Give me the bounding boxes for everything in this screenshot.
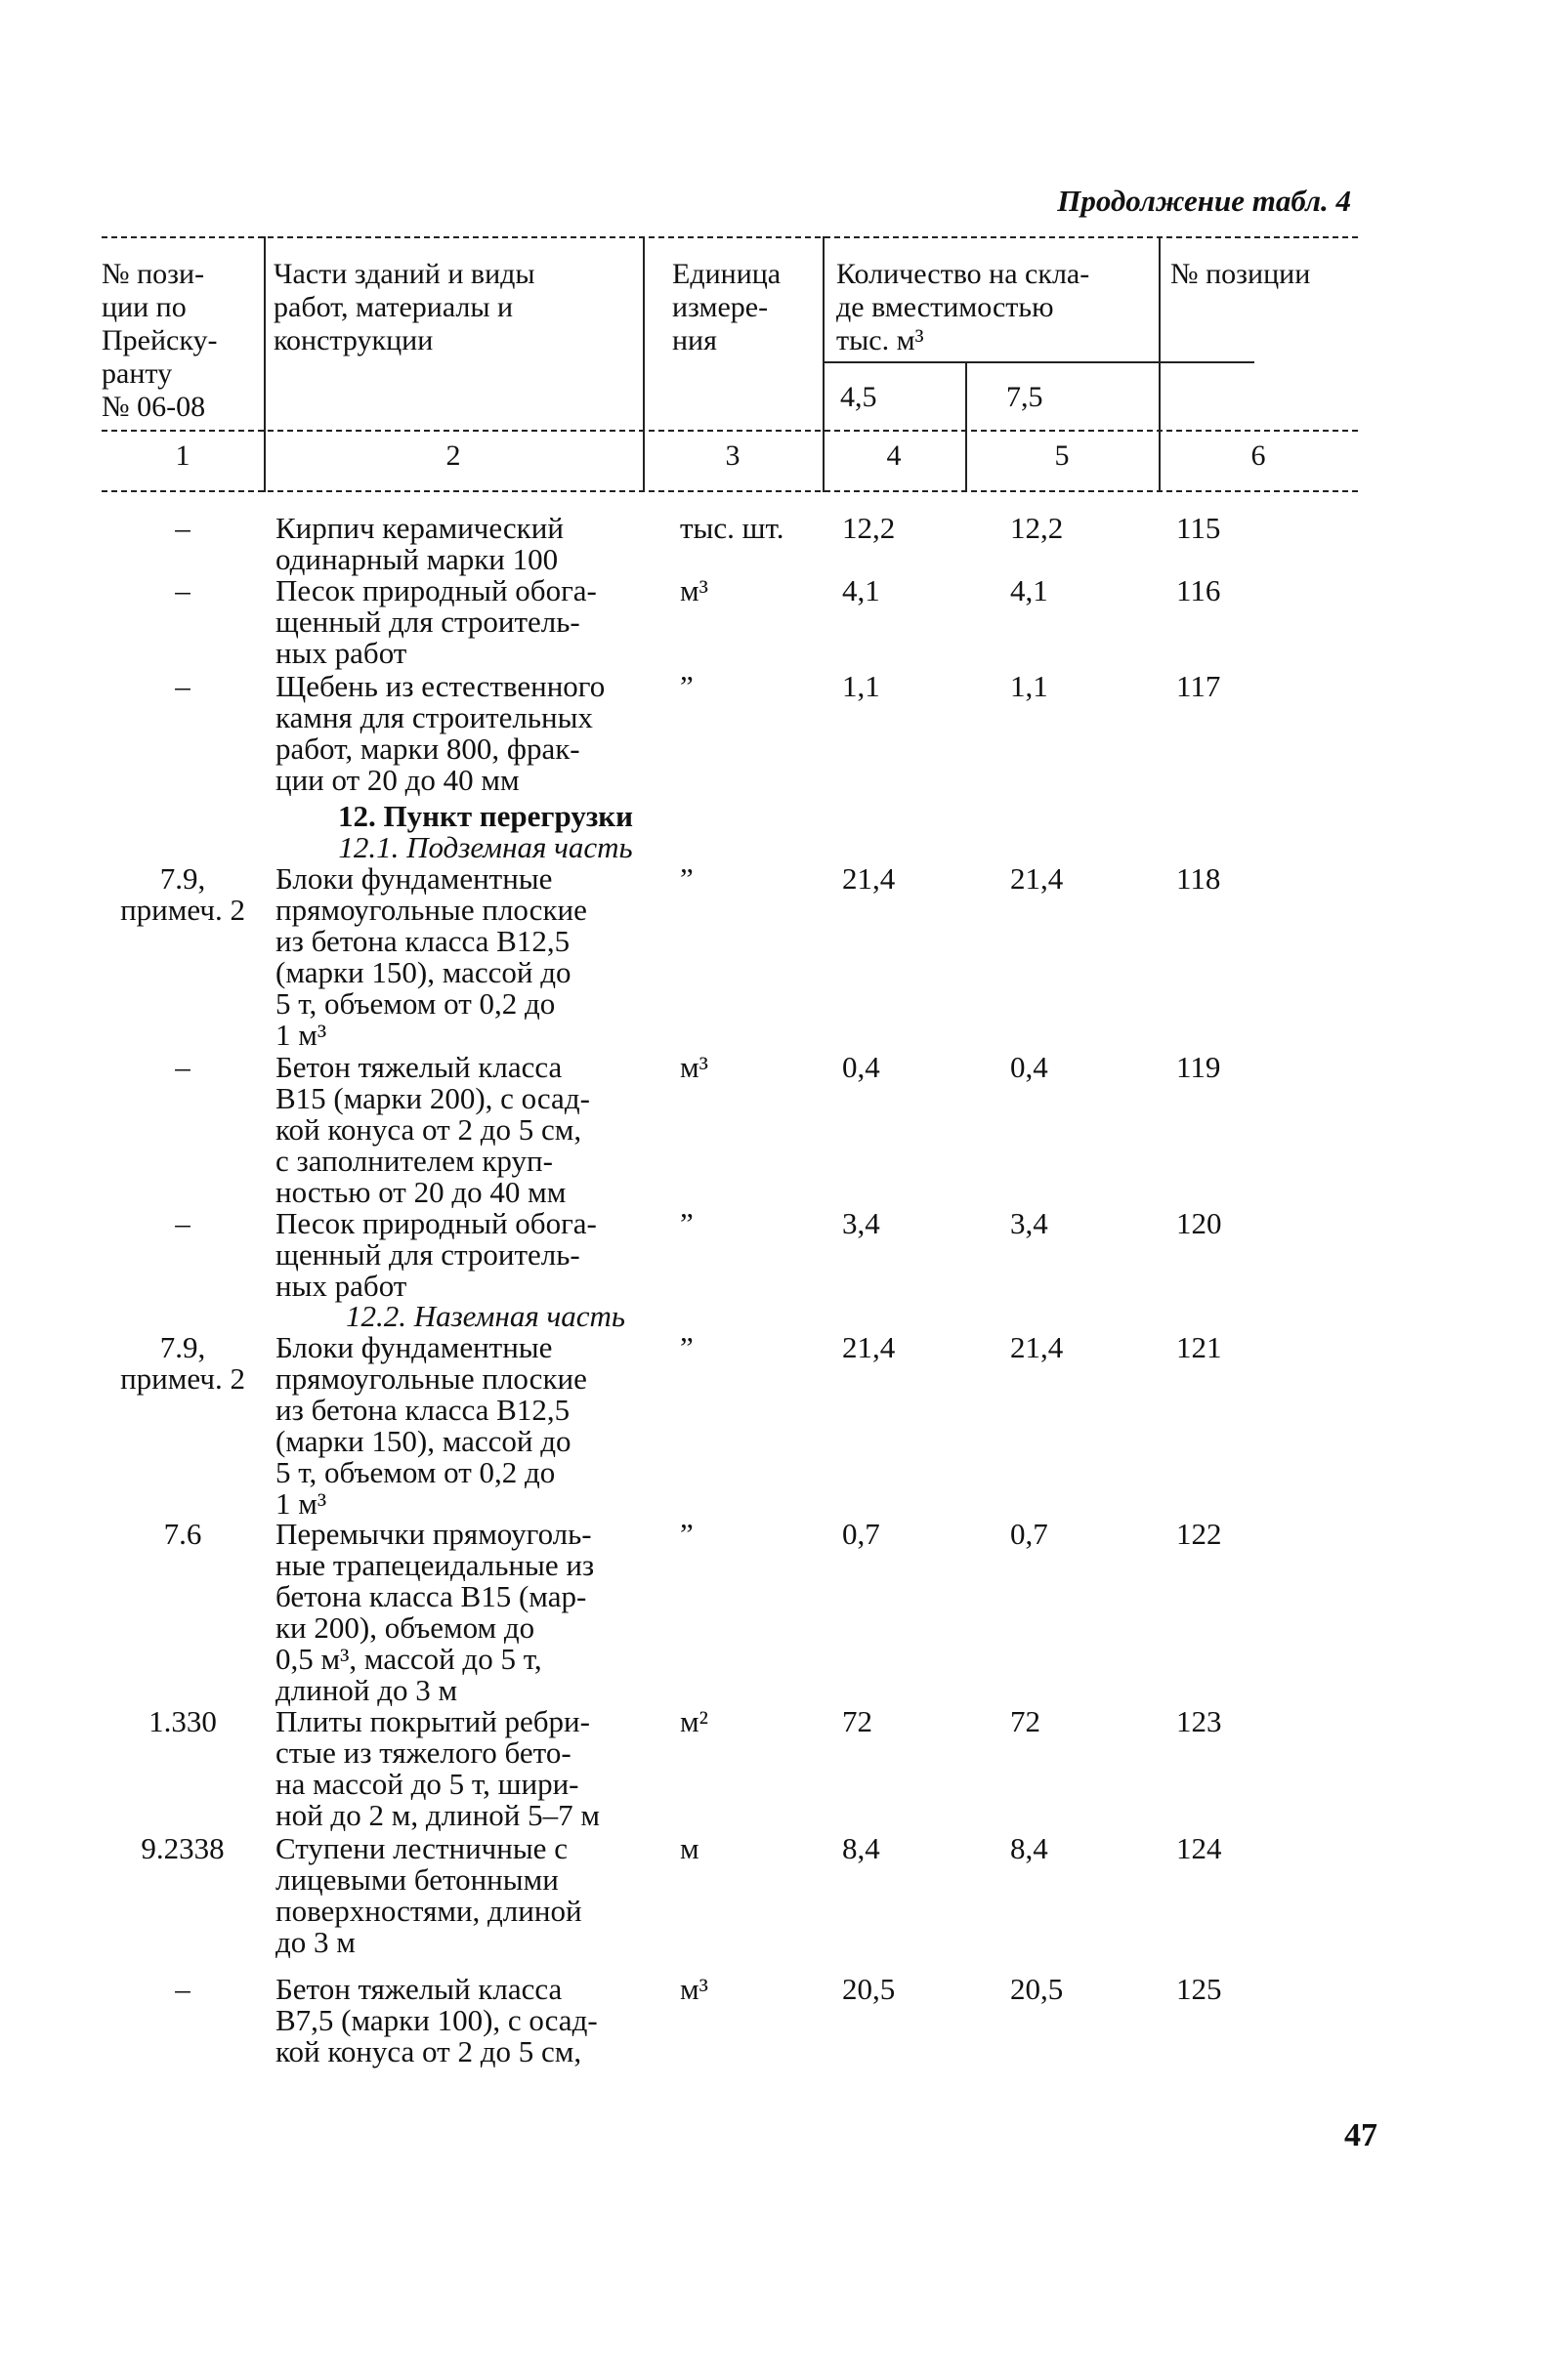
row-number: 121 [1176, 1330, 1222, 1364]
row-quantity-4-5: 0,7 [842, 1517, 880, 1551]
row-description: Песок природный обога- щенный для строитель- ных работ [275, 573, 597, 670]
header-col4b: 7,5 [1006, 381, 1043, 413]
page-number: 47 [1344, 2117, 1377, 2153]
row-number: 119 [1176, 1050, 1221, 1084]
row-unit: м [680, 1831, 699, 1865]
row-quantity-7-5: 21,4 [1010, 861, 1064, 896]
row-quantity-4-5: 72 [842, 1704, 872, 1738]
row-position: – [175, 669, 190, 703]
row-position: – [175, 573, 190, 607]
row-quantity-7-5: 0,7 [1010, 1517, 1048, 1551]
section-12: 12. Пункт перегрузки [337, 799, 634, 833]
row-quantity-4-5: 20,5 [842, 1972, 896, 2006]
row-number: 115 [1176, 511, 1221, 545]
row-number: 125 [1176, 1972, 1222, 2006]
row-unit: тыс. шт. [680, 511, 784, 545]
row-quantity-7-5: 72 [1010, 1704, 1040, 1738]
colnum-3: 3 [725, 439, 741, 472]
row-quantity-4-5: 4,1 [842, 573, 880, 607]
row-number: 116 [1176, 573, 1221, 607]
rule-numbers-bottom [102, 490, 1358, 492]
section-12-1: 12.1. Подземная часть [338, 830, 633, 864]
row-unit: ” [680, 1206, 694, 1240]
row-quantity-7-5: 1,1 [1010, 669, 1048, 703]
row-quantity-7-5: 20,5 [1010, 1972, 1064, 2006]
header-col6: № позиции [1170, 258, 1311, 290]
row-quantity-7-5: 12,2 [1010, 511, 1064, 545]
row-description: Бетон тяжелый класса В7,5 (марки 100), с осад- кой конуса от 2 до 5 см, [275, 1972, 598, 2068]
row-position: – [175, 511, 190, 545]
row-number: 123 [1176, 1704, 1222, 1738]
row-quantity-7-5: 8,4 [1010, 1831, 1048, 1865]
row-quantity-4-5: 21,4 [842, 1330, 896, 1364]
colnum-2: 2 [445, 439, 461, 472]
row-description: Кирпич керамический одинарный марки 100 [275, 511, 564, 576]
row-unit: м³ [680, 1050, 708, 1084]
section-12-2: 12.2. Наземная часть [345, 1299, 626, 1333]
row-unit: ” [680, 1517, 694, 1551]
row-description: Блоки фундаментные прямоугольные плоские из бетона класса В12,5 (марки 150), массой до 5 т, объемом от 0,2 до 1 м³ [275, 1330, 587, 1521]
row-position: 1.330 [148, 1704, 217, 1738]
row-quantity-4-5: 1,1 [842, 669, 880, 703]
colnum-6: 6 [1250, 439, 1266, 472]
rule-top [102, 236, 1358, 238]
table-caption: Продолжение табл. 4 [1057, 184, 1351, 218]
row-position: 7.9, примеч. 2 [120, 861, 245, 927]
row-quantity-4-5: 0,4 [842, 1050, 880, 1084]
row-unit: м² [680, 1704, 708, 1738]
row-description: Щебень из естественного камня для строительных работ, марки 800, фрак- ции от 20 до 40 мм [275, 669, 606, 797]
row-description: Перемычки прямоуголь- ные трапецеидальные из бетона класса В15 (мар- ки 200), объемом до 0,5 м³, массой до 5 т, длиной до 3 м [275, 1517, 595, 1707]
row-unit: ” [680, 861, 694, 896]
header-col1: № пози- ции по Прейску- ранту № 06-08 [102, 258, 218, 423]
colnum-1: 1 [175, 439, 190, 472]
row-number: 118 [1176, 861, 1221, 896]
row-description: Плиты покрытий ребри- стые из тяжелого бето- на массой до 5 т, шири- ной до 2 м, длиной 5–7 м [275, 1704, 600, 1832]
row-position: – [175, 1050, 190, 1084]
row-quantity-7-5: 3,4 [1010, 1206, 1048, 1240]
row-quantity-7-5: 21,4 [1010, 1330, 1064, 1364]
row-position: 9.2338 [141, 1831, 225, 1865]
row-position: 7.6 [163, 1517, 202, 1551]
row-quantity-4-5: 21,4 [842, 861, 896, 896]
row-unit: м³ [680, 1972, 708, 2006]
rule-header-bottom [102, 430, 1358, 432]
row-quantity-4-5: 3,4 [842, 1206, 880, 1240]
row-description: Блоки фундаментные прямоугольные плоские из бетона класса В12,5 (марки 150), массой до 5 т, объемом от 0,2 до 1 м³ [275, 861, 587, 1052]
header-col3: Единица измере- ния [672, 258, 782, 356]
row-position: – [175, 1972, 190, 2006]
row-quantity-7-5: 0,4 [1010, 1050, 1048, 1084]
row-unit: м³ [680, 573, 708, 607]
row-position: 7.9, примеч. 2 [120, 1330, 245, 1396]
row-quantity-7-5: 4,1 [1010, 573, 1048, 607]
row-number: 120 [1176, 1206, 1222, 1240]
colnum-4: 4 [886, 439, 902, 472]
row-description: Ступени лестничные с лицевыми бетонными поверхностями, длиной до 3 м [275, 1831, 582, 1959]
colnum-5: 5 [1054, 439, 1070, 472]
header-col4: Количество на скла- де вместимостью тыс. м³ [836, 258, 1090, 356]
row-unit: ” [680, 1330, 694, 1364]
row-number: 117 [1176, 669, 1221, 703]
row-unit: ” [680, 669, 694, 703]
header-col4a: 4,5 [840, 381, 877, 413]
row-position: – [175, 1206, 190, 1240]
row-quantity-4-5: 8,4 [842, 1831, 880, 1865]
row-number: 122 [1176, 1517, 1222, 1551]
row-description: Песок природный обога- щенный для строитель- ных работ [275, 1206, 597, 1303]
header-col2: Части зданий и виды работ, материалы и конструкции [274, 258, 535, 356]
row-description: Бетон тяжелый класса В15 (марки 200), с осад- кой конуса от 2 до 5 см, с заполнителем круп- ностью от 20 до 40 мм [275, 1050, 590, 1209]
row-number: 124 [1176, 1831, 1222, 1865]
row-quantity-4-5: 12,2 [842, 511, 896, 545]
rule-subheader [823, 361, 1254, 363]
